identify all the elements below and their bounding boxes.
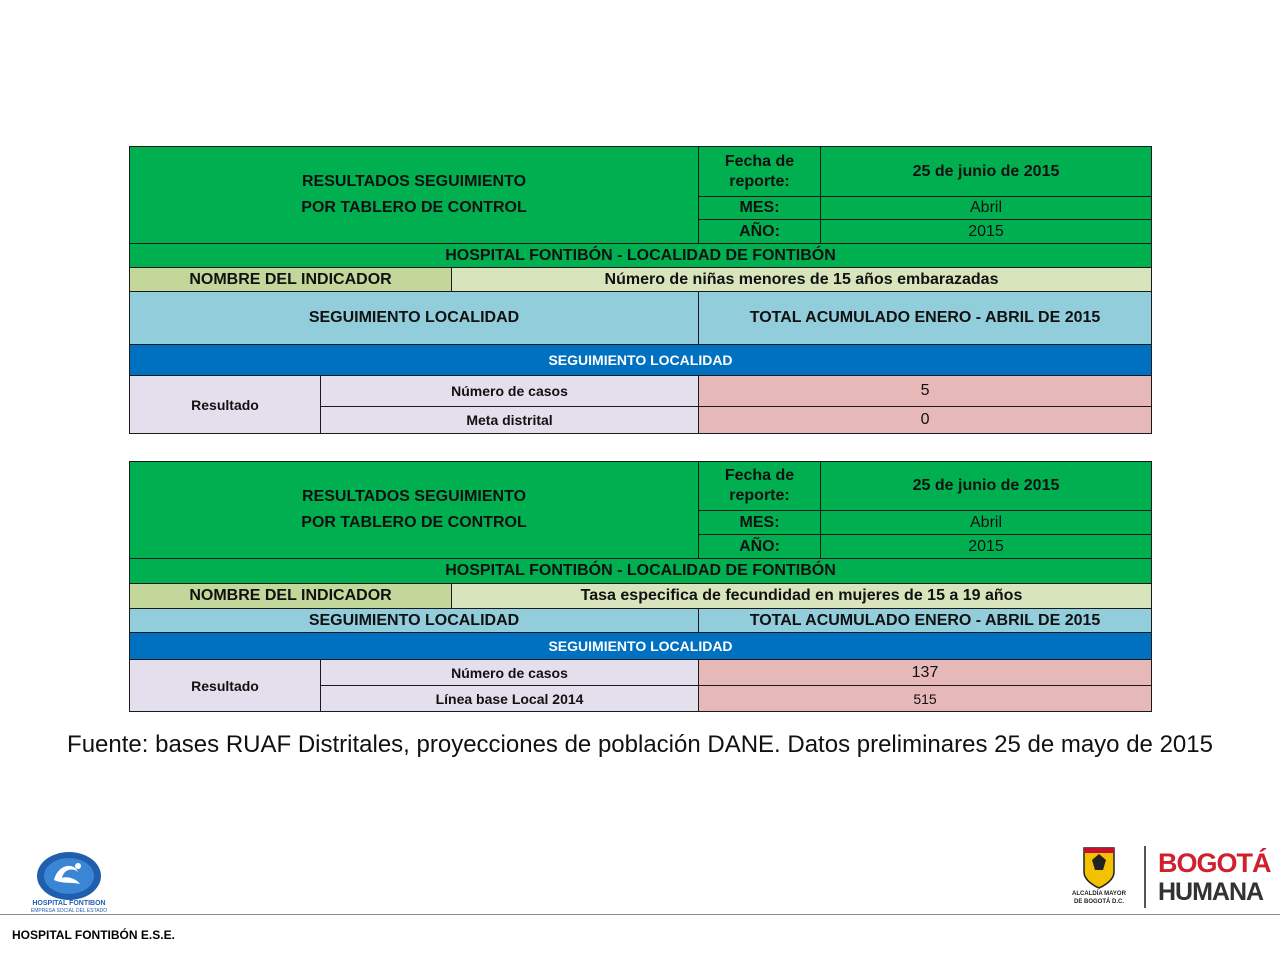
fecha-label: Fecha de reporte: (699, 147, 821, 197)
logo-left-sub: EMPRESA SOCIAL DEL ESTADO (30, 908, 108, 914)
report-table-2 (129, 461, 1152, 712)
seguimiento-label: SEGUIMIENTO LOCALIDAD (130, 609, 699, 633)
footer-org-name: HOSPITAL FONTIBÓN E.S.E. (12, 928, 175, 942)
row-value: 0 (699, 407, 1152, 434)
seguimiento-label: SEGUIMIENTO LOCALIDAD (130, 292, 699, 345)
hospital-fontibon-logo (14, 850, 124, 914)
logo-separator (1144, 846, 1146, 908)
mes-value: Abril (821, 511, 1152, 535)
indicator-value: Número de niñas menores de 15 años embarazadas (452, 268, 1152, 292)
row-label: Meta distrital (321, 407, 699, 434)
alcaldia-text-2: DE BOGOTÁ D.C. (1073, 899, 1124, 905)
hospital-row: HOSPITAL FONTIBÓN - LOCALIDAD DE FONTIBÓN (130, 559, 1152, 584)
mes-label: MES: (699, 511, 821, 535)
anio-value: 2015 (821, 220, 1152, 244)
indicator-label: NOMBRE DEL INDICADOR (130, 584, 452, 609)
row-value: 137 (699, 660, 1152, 686)
footer-divider (0, 914, 1280, 915)
alcaldia-shield-logo (1068, 846, 1130, 910)
report-title (130, 147, 699, 244)
report-table-1 (129, 146, 1152, 434)
logo-left-name: HOSPITAL FONTIBON (32, 900, 106, 907)
alcaldia-text-1: ALCALDÍA MAYOR (1072, 891, 1126, 897)
mes-value: Abril (821, 197, 1152, 220)
fecha-label: Fecha de reporte: (699, 462, 821, 511)
source-note: Fuente: bases RUAF Distritales, proyecciones de población DANE. Datos preliminares 25 de mayo de 2015 (67, 731, 1213, 758)
row-label: Número de casos (321, 376, 699, 407)
anio-label: AÑO: (699, 535, 821, 559)
bogota-humana-logo (1158, 848, 1271, 910)
report-title-line2: POR TABLERO DE CONTROL (301, 514, 527, 531)
resultado-label: Resultado (130, 376, 321, 434)
row-value: 5 (699, 376, 1152, 407)
report-title-line2: POR TABLERO DE CONTROL (301, 199, 527, 216)
total-label: TOTAL ACUMULADO ENERO - ABRIL DE 2015 (699, 609, 1152, 633)
fecha-value: 25 de junio de 2015 (821, 147, 1152, 197)
mes-label: MES: (699, 197, 821, 220)
row-label: Número de casos (321, 660, 699, 686)
report-title (130, 462, 699, 559)
humana-word: HUMANA (1158, 878, 1264, 906)
report-title-line1: RESULTADOS SEGUIMIENTO (302, 173, 527, 190)
row-value: 515 (699, 686, 1152, 712)
hospital-row: HOSPITAL FONTIBÓN - LOCALIDAD DE FONTIBÓN (130, 244, 1152, 268)
report-title-line1: RESULTADOS SEGUIMIENTO (302, 488, 527, 505)
indicator-label: NOMBRE DEL INDICADOR (130, 268, 452, 292)
total-label: TOTAL ACUMULADO ENERO - ABRIL DE 2015 (699, 292, 1152, 345)
indicator-value: Tasa especifica de fecundidad en mujeres de 15 a 19 años (452, 584, 1152, 609)
fecha-value: 25 de junio de 2015 (821, 462, 1152, 511)
anio-label: AÑO: (699, 220, 821, 244)
resultado-label: Resultado (130, 660, 321, 712)
section-header: SEGUIMIENTO LOCALIDAD (130, 633, 1152, 660)
bogota-word: BOGOTÁ (1158, 848, 1271, 878)
row-label: Línea base Local 2014 (321, 686, 699, 712)
section-header: SEGUIMIENTO LOCALIDAD (130, 345, 1152, 376)
anio-value: 2015 (821, 535, 1152, 559)
